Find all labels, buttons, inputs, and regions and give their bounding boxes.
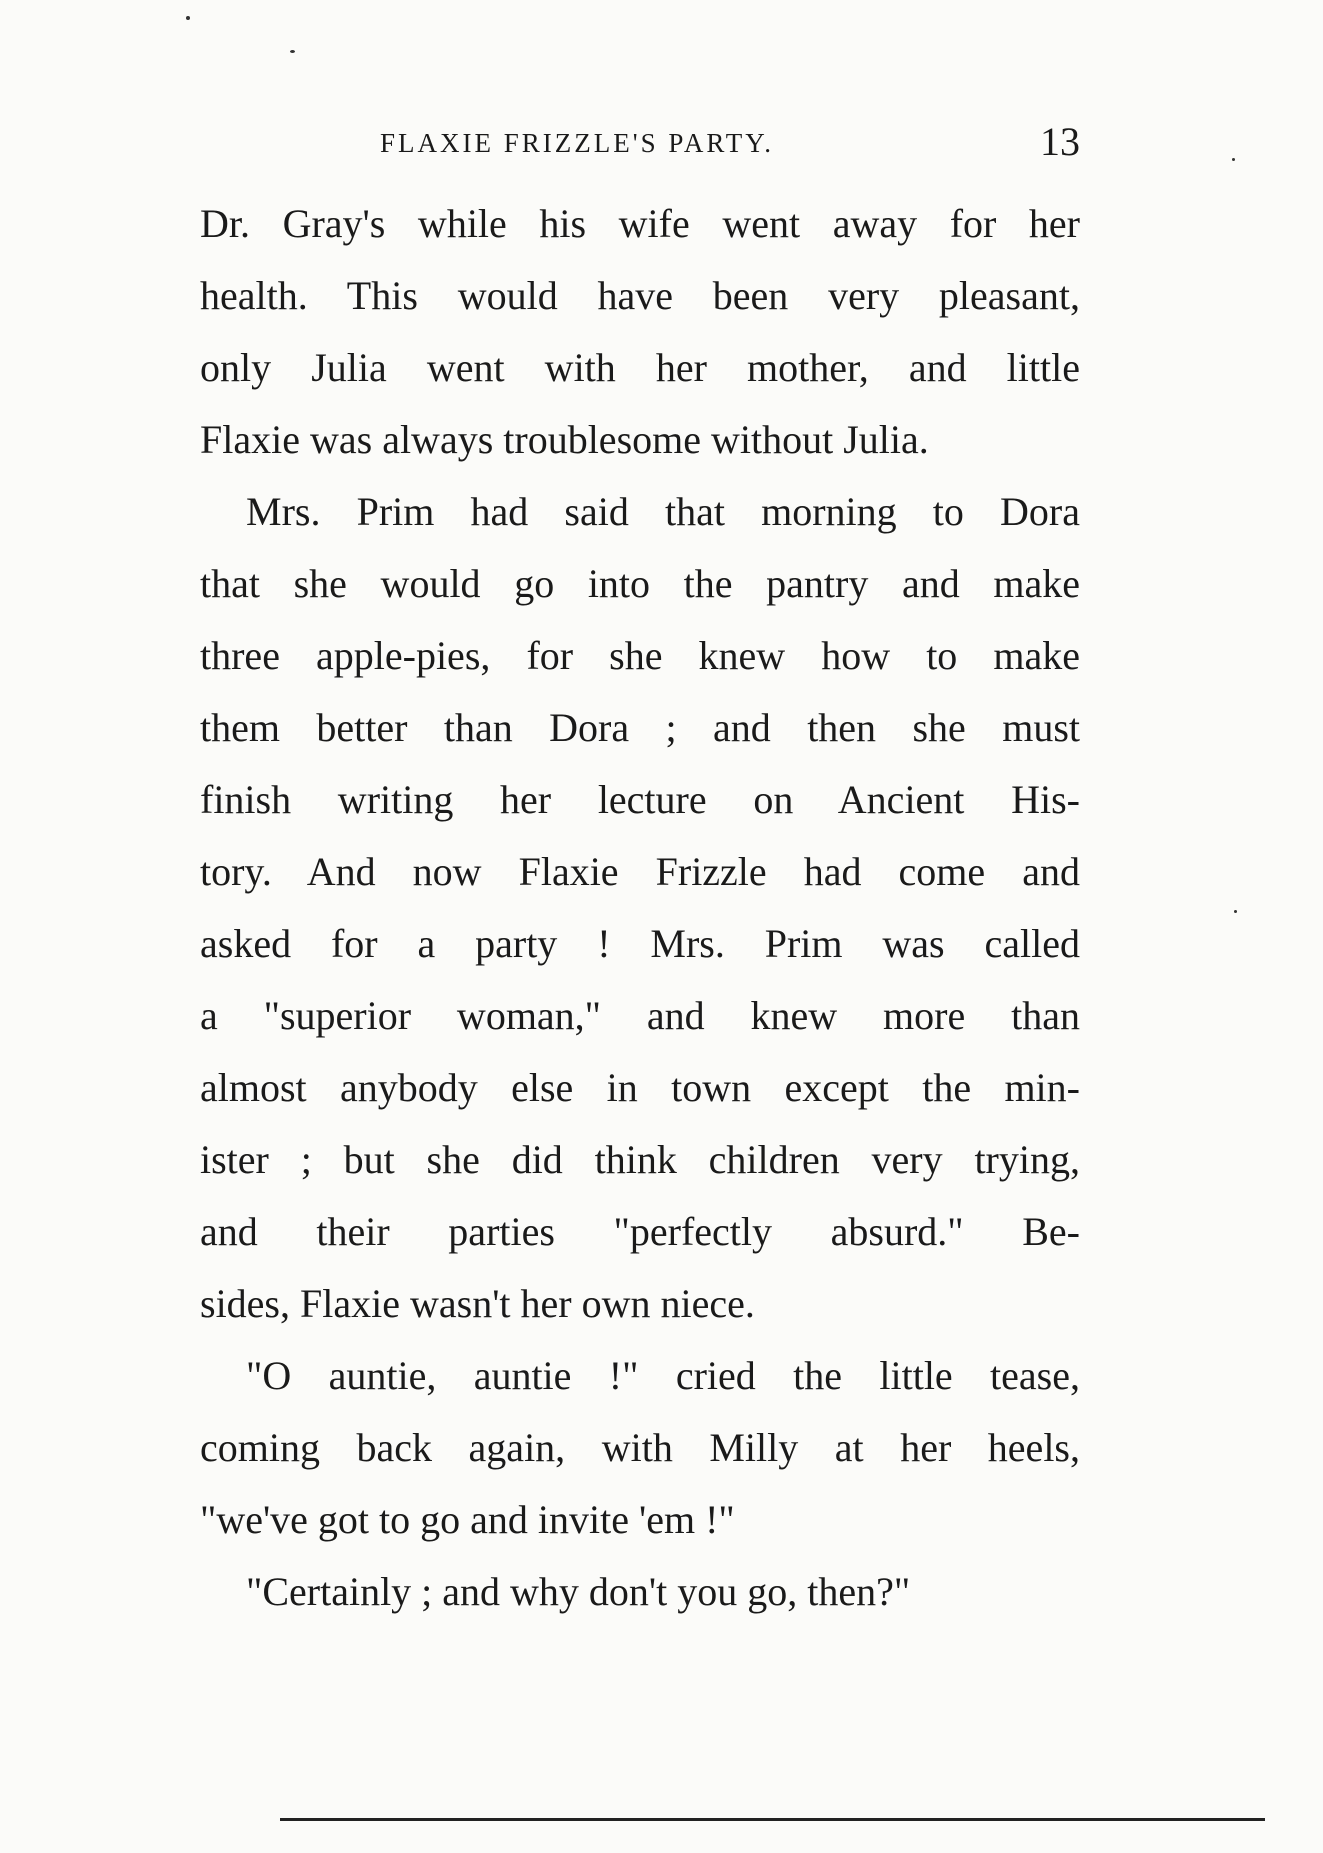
text-line: ister ; but she did think children very trying, — [200, 1137, 1080, 1182]
text-line: three apple-pies, for she knew how to make — [200, 633, 1080, 678]
text-line: "Certainly ; and why don't you go, then?" — [246, 1569, 911, 1614]
text-line: that she would go into the pantry and make — [200, 561, 1080, 606]
text-line: only Julia went with her mother, and little — [200, 345, 1080, 390]
page-header — [200, 118, 1080, 178]
text-line: them better than Dora ; and then she must — [200, 705, 1080, 750]
text-line: sides, Flaxie wasn't her own niece. — [200, 1281, 755, 1326]
body-text — [200, 188, 1080, 1628]
text-line: coming back again, with Milly at her heels, — [200, 1425, 1080, 1470]
print-speck — [290, 50, 295, 53]
running-title: FLAXIE FRIZZLE'S PARTY. — [380, 128, 775, 158]
text-line: Dr. Gray's while his wife went away for her — [200, 201, 1080, 246]
text-line: tory. And now Flaxie Frizzle had come and — [200, 849, 1080, 894]
text-line: "we've got to go and invite 'em !" — [200, 1497, 735, 1542]
print-speck — [1234, 910, 1237, 913]
text-line: Mrs. Prim had said that morning to Dora — [246, 489, 1080, 534]
print-speck — [186, 16, 190, 20]
print-speck — [1232, 158, 1235, 161]
text-line: "O auntie, auntie !" cried the little tease, — [246, 1353, 1080, 1398]
bottom-rule — [280, 1818, 1265, 1821]
text-line: asked for a party ! Mrs. Prim was called — [200, 921, 1080, 966]
text-line: and their parties "perfectly absurd." Be- — [200, 1209, 1080, 1254]
text-line: Flaxie was always troublesome without Julia. — [200, 417, 929, 462]
text-line: almost anybody else in town except the min- — [200, 1065, 1080, 1110]
text-line: health. This would have been very pleasant, — [200, 273, 1080, 318]
page-number: 13 — [1040, 119, 1080, 164]
text-line: a "superior woman," and knew more than — [200, 993, 1080, 1038]
text-line: finish writing her lecture on Ancient His- — [200, 777, 1080, 822]
